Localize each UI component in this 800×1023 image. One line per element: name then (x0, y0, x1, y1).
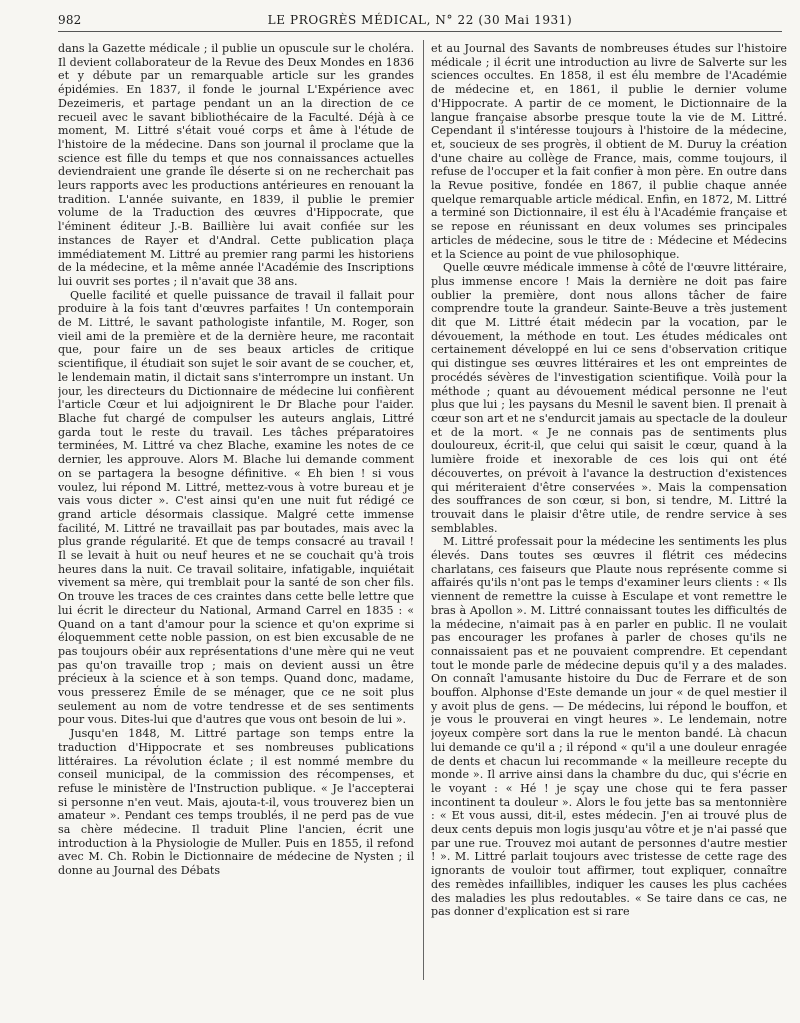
page-header (58, 13, 782, 32)
right-paragraph-1: et au Journal des Savants de nombreuses études sur l'histoire médicale ; il écrit une introduction au livre de Salverte sur les sciences occultes. En 1858, il est élu membre de l'Académie de médecine et, en 1861, il publie le dernier volume d'Hippocrate. A partir de ce moment, le Dictionnaire de la langue française absorbe presque toute la vie de M. Littré. Cependant il s'intéresse toujours à l'histoire de la médecine, et, soucieux de ses progrès, il obtient de M. Duruy la création d'une chaire au collège de France, mais, comme toujours, il refuse de l'occuper et la fait confier à mon père. En outre dans la Revue positive, fondée en 1867, il publie chaque année quelque remarquable article médical. Enfin, en 1872, M. Littré a terminé son Dictionnaire, il est élu à l'Académie française et se repose en réunissant en deux volumes ses principales articles de médecine, sous le titre de : Médecine et Médecins et la Science au point de vue philosophique. (431, 42, 787, 261)
left-column (58, 42, 414, 977)
left-paragraph-3: Jusqu'en 1848, M. Littré partage son temps entre la traduction d'Hippocrate et ses nombreuses publications littéraires. La révolution éclate ; il est nommé membre du conseil municipal, de la commission des récompenses, et refuse le ministère de l'Instruction publique. « Je l'accepterai si personne n'en veut. Mais, ajouta-t-il, vous trouverez bien un amateur ». Pendant ces temps troublés, il ne perd pas de vue sa chère médecine. Il traduit Pline l'ancien, écrit une introduction à la Physiologie de Muller. Puis en 1855, il refond avec M. Ch. Robin le Dictionnaire de médecine de Nysten ; il donne au Journal des Débats (58, 727, 414, 878)
left-paragraph-1: dans la Gazette médicale ; il publie un opuscule sur le choléra. Il devient collaborateur de la Revue des Deux Mondes en 1836 et y débute par un remarquable article sur les grandes épidémies. En 1837, il fonde le journal L'Expérience avec Dezeimeris, et partage pendant un an la direction de ce recueil avec le savant bibliothécaire de la Faculté. Déjà à ce moment, M. Littré s'était voué corps et âme à l'étude de l'histoire de la médecine. Dans son journal il proclame que la science est fille du temps et que nos connaissances actuelles deviendraient une grande île déserte si on ne recherchait pas leurs rapports avec les productions antérieures en renouant la tradition. L'année suivante, en 1839, il publie le premier volume de la Traduction des œuvres d'Hippocrate, que l'éminent éditeur J.-B. Baillière lui avait confiée sur les instances de Rayer et d'Andral. Cette publication plaça immédiatement M. Littré au premier rang parmi les historiens de la médecine, et la même année l'Académie des Inscriptions lui ouvrit ses portes ; il n'avait que 38 ans. (58, 42, 414, 288)
right-column (431, 42, 787, 977)
right-paragraph-2: Quelle œuvre médicale immense à côté de l'œuvre littéraire, plus immense encore ! Mais la dernière ne doit pas faire oublier la première, dont nous allons tâcher de faire comprendre toute la grandeur. Sainte-Beuve a très justement dit que M. Littré était médecin par la vocation, par le dévouement, la méthode en tout. Les études médicales ont certainement développé en lui ce sens d'observation critique qui distingue ses œuvres littéraires et les ont empreintes de procédés sévères de l'investigation scientifique. Voilà pour la méthode ; quant au dévouement médical personne ne l'eut plus que lui ; les paysans du Mesnil le savent bien. Il prenait à cœur son art et ne s'endurcit jamais au spectacle de la douleur et de la mort. « Je ne connais pas de sentiments plus douloureux, écrit-il, que celui qui saisit le cœur, quand à la lumière froide et inexorable de ces lois qui ont été découvertes, on prévoit à l'avance la destruction d'existences qui mériteraient d'être conservées ». Mais la compensation des souffrances de son cœur, si bon, si tendre, M. Littré la trouvait dans le plaisir d'être utile, de rendre service à ses semblables. (431, 261, 787, 535)
left-paragraph-2: Quelle facilité et quelle puissance de travail il fallait pour produire à la fois tant d'œuvres parfaites ! Un contemporain de M. Littré, le savant pathologiste infantile, M. Roger, son vieil ami de la première et de la dernière heure, me racontait que, pour faire un de ses beaux articles de critique scientifique, il étudiait son sujet le soir avant de se coucher, et, le lendemain matin, il dictait sans s'interrompre un instant. Un jour, les directeurs du Dictionnaire de médecine lui confièrent l'article Cœur et lui adjoignirent le Dr Blache pour l'aider. Blache fut chargé de compulser les auteurs anglais, Littré garda tout le reste du travail. Les tâches préparatoires terminées, M. Littré va chez Blache, examine les notes de ce dernier, les approuve. Alors M. Blache lui demande comment on se partagera la besogne définitive. « Eh bien ! si vous voulez, lui répond M. Littré, mettez-vous à votre bureau et je vais vous dicter ». C'est ainsi qu'en une nuit fut rédigé ce grand article désormais classique. Malgré cette immense facilité, M. Littré ne travaillait pas par boutades, mais avec la plus grande régularité. Et que de temps consacré au travail ! Il se levait à huit ou neuf heures et ne se couchait qu'à trois heures dans la nuit. Ce travail solitaire, infatigable, inquiétait vivement sa mère, qui tremblait pour la santé de son cher fils. On trouve les traces de ces craintes dans cette belle lettre que lui écrit le directeur du National, Armand Carrel en 1835 : « Quand on a tant d'amour pour la science et qu'on exprime si éloquemment cette noble passion, on est bien excusable de ne pas toujours obéir aux représentations d'une mère qui ne veut pas qu'on travaille trop ; mais on devient aussi un être précieux à la science et à son temps. Quand donc, madame, vous presserez Émile de se ménager, que ce ne soit plus seulement au nom de votre tendresse et de ses sentiments pour vous. Dites-lui que d'autres que vous ont besoin de lui ». (58, 288, 414, 727)
running-title: LE PROGRÈS MÉDICAL, N° 22 (30 Mai 1931) (267, 13, 573, 27)
page-number: 982 (58, 13, 82, 27)
column-divider (423, 40, 424, 980)
right-paragraph-3: M. Littré professait pour la médecine les sentiments les plus élevés. Dans toutes ses œuvres il flétrit ces médecins charlatans, ces faiseurs que Plaute nous représente comme si affairés qu'ils n'ont pas le temps d'examiner leurs clients : « Ils viennent de remettre la cuisse à Esculape et vont remettre le bras à Apollon ». M. Littré connaissant toutes les difficultés de la médecine, n'aimait pas à en parler en public. Il ne voulait pas encourager les profanes à parler de choses qu'ils ne connaissaient pas et ne pouvaient comprendre. Et cependant tout le monde parle de médecine depuis qu'il y a des malades. On connaît l'amusante histoire du Duc de Ferrare et de son bouffon. Alphonse d'Este demande un jour « de quel mestier il y avoit plus de gens. — De médecins, lui répond le bouffon, et je vous le prouverai en vingt heures ». Le lendemain, notre joyeux compère sort dans la rue le menton bandé. Là chacun lui demande ce qu'il a ; il répond « qu'il a une douleur enragée de dents et chacun lui recommande « la meilleure recepte du monde ». Il arrive ainsi dans la chambre du duc, qui s'écrie en le voyant : « Hé ! je sçay une chose qui te fera passer incontinent ta douleur ». Alors le fou jette bas sa mentonnière : « Et vous aussi, dit-il, estes médecin. J'en ai trouvé plus de deux cents depuis mon logis jusqu'au vôtre et je n'ai passé que par une rue. Trouvez moi autant de personnes d'autre mestier ! ». M. Littré parlait toujours avec tristesse de cette rage des ignorants de vouloir tout affirmer, tout expliquer, connaître des remèdes infaillibles, indiquer les causes les plus cachées des maladies les plus redoutables. « Se taire dans ce cas, ne pas donner d'explication est si rare (431, 535, 787, 919)
